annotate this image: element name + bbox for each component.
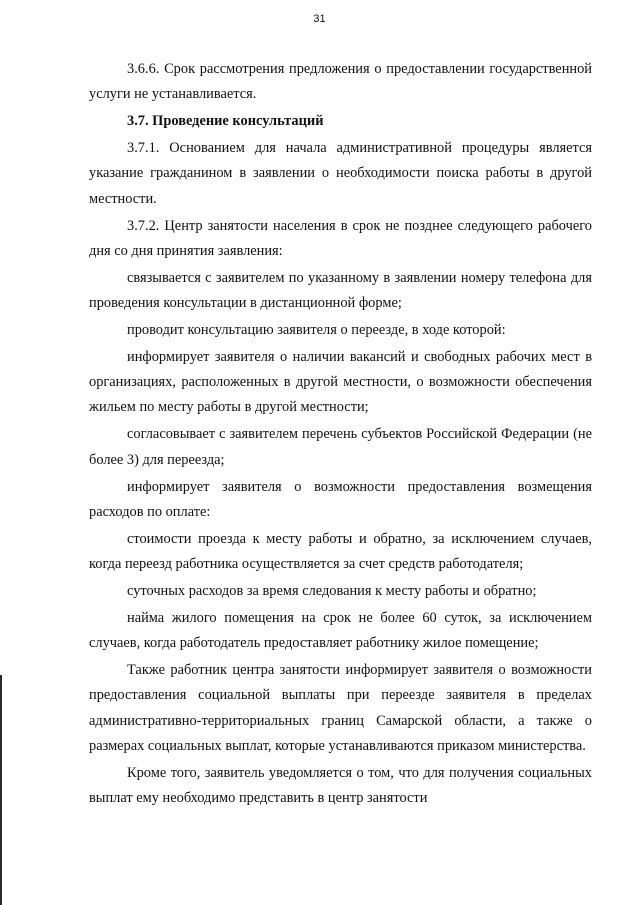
scan-edge-mark [0, 675, 2, 905]
paragraph-housing-rent: найма жилого помещения на срок не более 60 суток, за исключением случаев, когда работодатель предоставляет работнику жилое помещение; [89, 609, 592, 652]
paragraph-daily-expenses: суточных расходов за время следования к месту работы и обратно; [127, 582, 537, 599]
paragraph-contact-applicant: связывается с заявителем по указанному в заявлении номеру телефона для проведения консультации в дистанционной форме; [89, 269, 592, 312]
document-body [89, 57, 592, 813]
paragraph-consultation: проводит консультацию заявителя о переезде, в ходе которой: [127, 321, 506, 338]
paragraph-inform-vacancies: информирует заявителя о наличии вакансий и свободных рабочих мест в организациях, расположенных в другой местности, о возможности обеспечения жильем по месту работы в другой местности; [89, 348, 592, 416]
paragraph-agree-regions: согласовывает с заявителем перечень субъектов Российской Федерации (не более 3) для переезда; [89, 426, 592, 468]
page-number: 31 [313, 13, 326, 25]
paragraph-social-payment: Также работник центра занятости информирует заявителя о возможности предоставления социальной выплаты при переезде заявителя в пределах административно-территориальных границ Самарской области, а также о размерах социальных выплат, которые устанавливаются приказом министерства. [89, 661, 592, 754]
section-heading-3-7: 3.7. Проведение консультаций [127, 113, 324, 130]
paragraph-travel-cost: стоимости проезда к месту работы и обратно, за исключением случаев, когда переезд работника осуществляется за счет средств работодателя; [89, 530, 592, 572]
paragraph-3-7-1: 3.7.1. Основанием для начала административной процедуры является указание гражданином в заявлении о необходимости поиска работы в другой местности. [89, 140, 592, 207]
paragraph-3-6-6: 3.6.6. Срок рассмотрения предложения о предоставлении государственной услуги не устанавливается. [89, 61, 592, 103]
paragraph-inform-reimbursement: информирует заявителя о возможности предоставления возмещения расходов по оплате: [89, 478, 592, 520]
paragraph-3-7-2: 3.7.2. Центр занятости населения в срок не позднее следующего рабочего дня со дня принятия заявления: [89, 217, 592, 259]
paragraph-applicant-notified: Кроме того, заявитель уведомляется о том, что для получения социальных выплат ему необходимо представить в центр занятости [89, 764, 592, 807]
